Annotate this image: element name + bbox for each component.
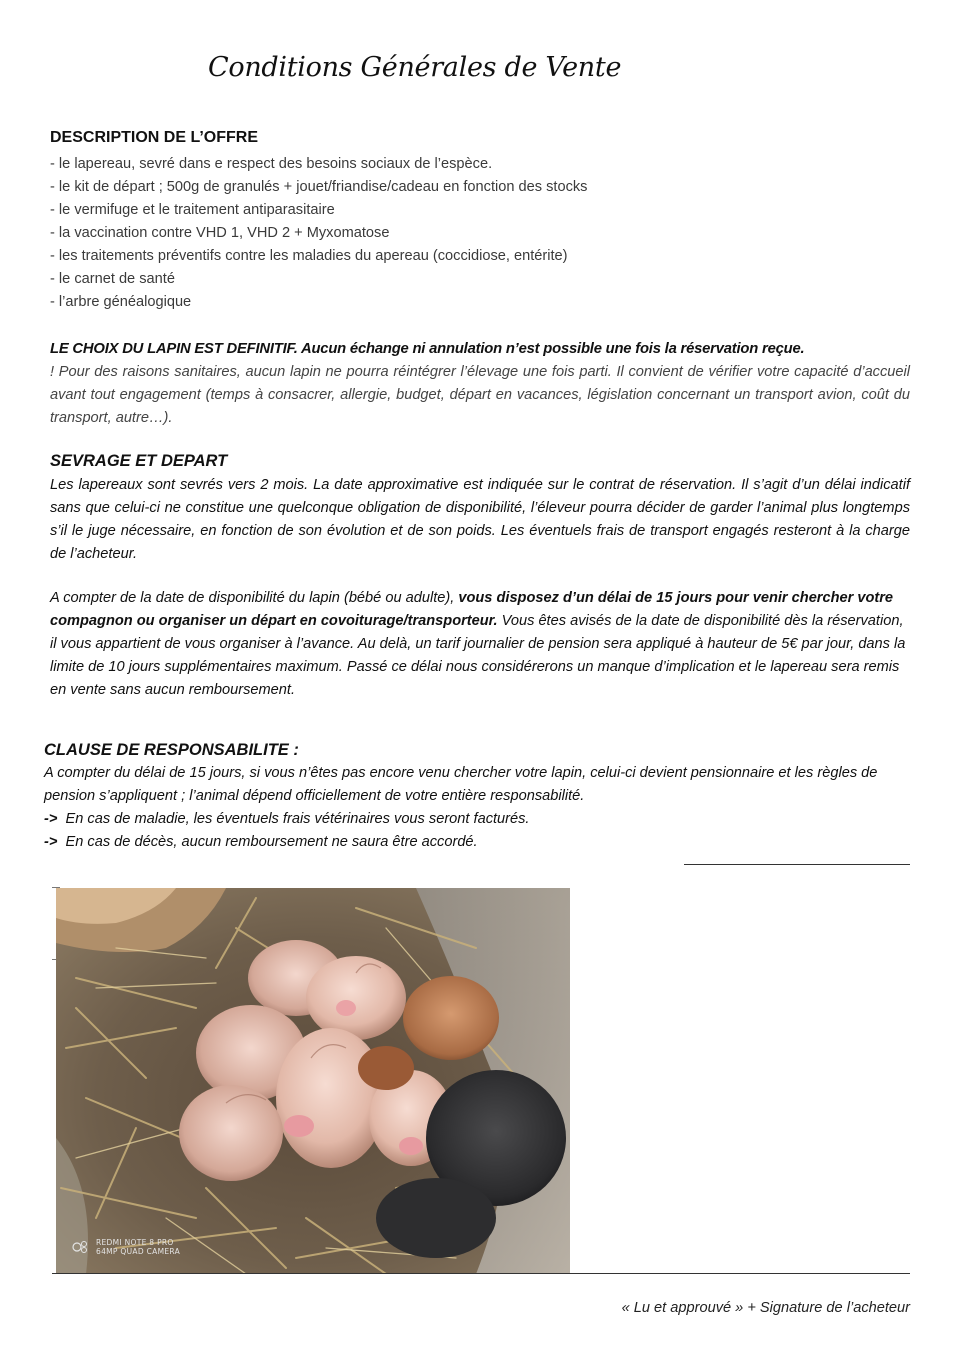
clause-bullet-text: En cas de maladie, les éventuels frais vétérinaires vous seront facturés. [65, 811, 530, 827]
clause-bullet [44, 808, 910, 831]
clause-heading: CLAUSE DE RESPONSABILITE : [44, 741, 299, 759]
photo-watermark [96, 1238, 180, 1256]
choice-section [50, 339, 910, 430]
choice-heading: LE CHOIX DU LAPIN EST DEFINITIF. Aucun échange ni annulation n’est possible une fois la réservation reçue. [50, 341, 805, 357]
list-item: - la vaccination contre VHD 1, VHD 2 + Myxomatose [50, 225, 390, 241]
weaning-text: Les lapereaux sont sevrés vers 2 mois. La date approximative est indiquée sur le contrat de réservation. Il s’agit d’un délai indicatif sans que celui-ci ne constitue une quelconque obligation de disponibilité, l’éleveur pourra décider de garder l’animal plus longtemps s’il le juge nécessaire, en fonction de son évolution et de son poids. Les éventuels frais de transport engagés resteront à la charge de l’acheteur. [50, 477, 910, 562]
pickup-text-end: Vous êtes avisés de la date de disponibilité dès la réservation, il vous appartient de vous organiser à l’avance. Au delà, un tarif journalier de pension sera appliqué à hauteur de 5€ par jour, dans la limite de 10 jours supplémentaires maximum. Passé ce délai nous considérerons un manque d’implication et le lapereau sera remis en vente sans aucun remboursement. [50, 613, 906, 698]
choice-text: ! Pour des raisons sanitaires, aucun lapin ne pourra réintégrer l’élevage une fois parti. Il convient de vérifier votre capacité d’accueil avant tout engagement (temps à consacrer, allergie, budget, départ en vacances, législation concernant un transport avion, coût du transport, autre…). [50, 364, 910, 426]
list-item: - le vermifuge et le traitement antiparasitaire [50, 202, 335, 218]
page-title: Conditions Générales de Vente [208, 52, 622, 83]
description-section [50, 129, 910, 314]
clause-section [44, 741, 910, 854]
list-item: - l’arbre généalogique [50, 294, 192, 310]
weaning-section [50, 452, 910, 702]
list-item: - le carnet de santé [50, 271, 175, 287]
clause-text: A compter du délai de 15 jours, si vous n’êtes pas encore venu chercher votre lapin, celui-ci devient pensionnaire et les règles de pension s’appliquent ; l’animal dépend officiellement de votre entière responsabilité. [44, 765, 878, 804]
clause-bullet [44, 831, 910, 854]
weaning-heading: SEVRAGE ET DEPART [50, 452, 228, 470]
clause-bullet-text: En cas de décès, aucun remboursement ne saura être accordé. [65, 834, 478, 850]
list-item: - le lapereau, sevré dans e respect des besoins sociaux de l’espèce. [50, 156, 493, 172]
list-item: - les traitements préventifs contre les maladies du apereau (coccidiose, entérite) [50, 248, 568, 264]
pickup-text-start: A compter de la date de disponibilité du lapin (bébé ou adulte), [50, 590, 459, 606]
arrow-icon: -> [44, 834, 58, 850]
pickup-text-bold: vous disposez d’un délai de 15 jours pour venir chercher votre compagnon ou organiser un départ en covoiturage/transporteur. [50, 590, 894, 629]
list-item: - le kit de départ ; 500g de granulés + jouet/friandise/cadeau en fonction des stocks [50, 179, 588, 195]
pickup-deadline-text [50, 587, 910, 702]
arrow-icon: -> [44, 811, 58, 827]
baby-rabbits-photo [56, 888, 570, 1274]
signature-line [684, 864, 910, 865]
offer-list [50, 153, 910, 314]
watermark-line: 64MP QUAD CAMERA [96, 1247, 181, 1256]
description-heading: DESCRIPTION DE L’OFFRE [50, 129, 259, 146]
watermark-line: REDMI NOTE 8 PRO [96, 1238, 174, 1247]
camera-logo-icon [72, 1240, 90, 1254]
bottom-rule [52, 1273, 910, 1274]
signature-caption: « Lu et approuvé » + Signature de l’acheteur [621, 1300, 910, 1316]
